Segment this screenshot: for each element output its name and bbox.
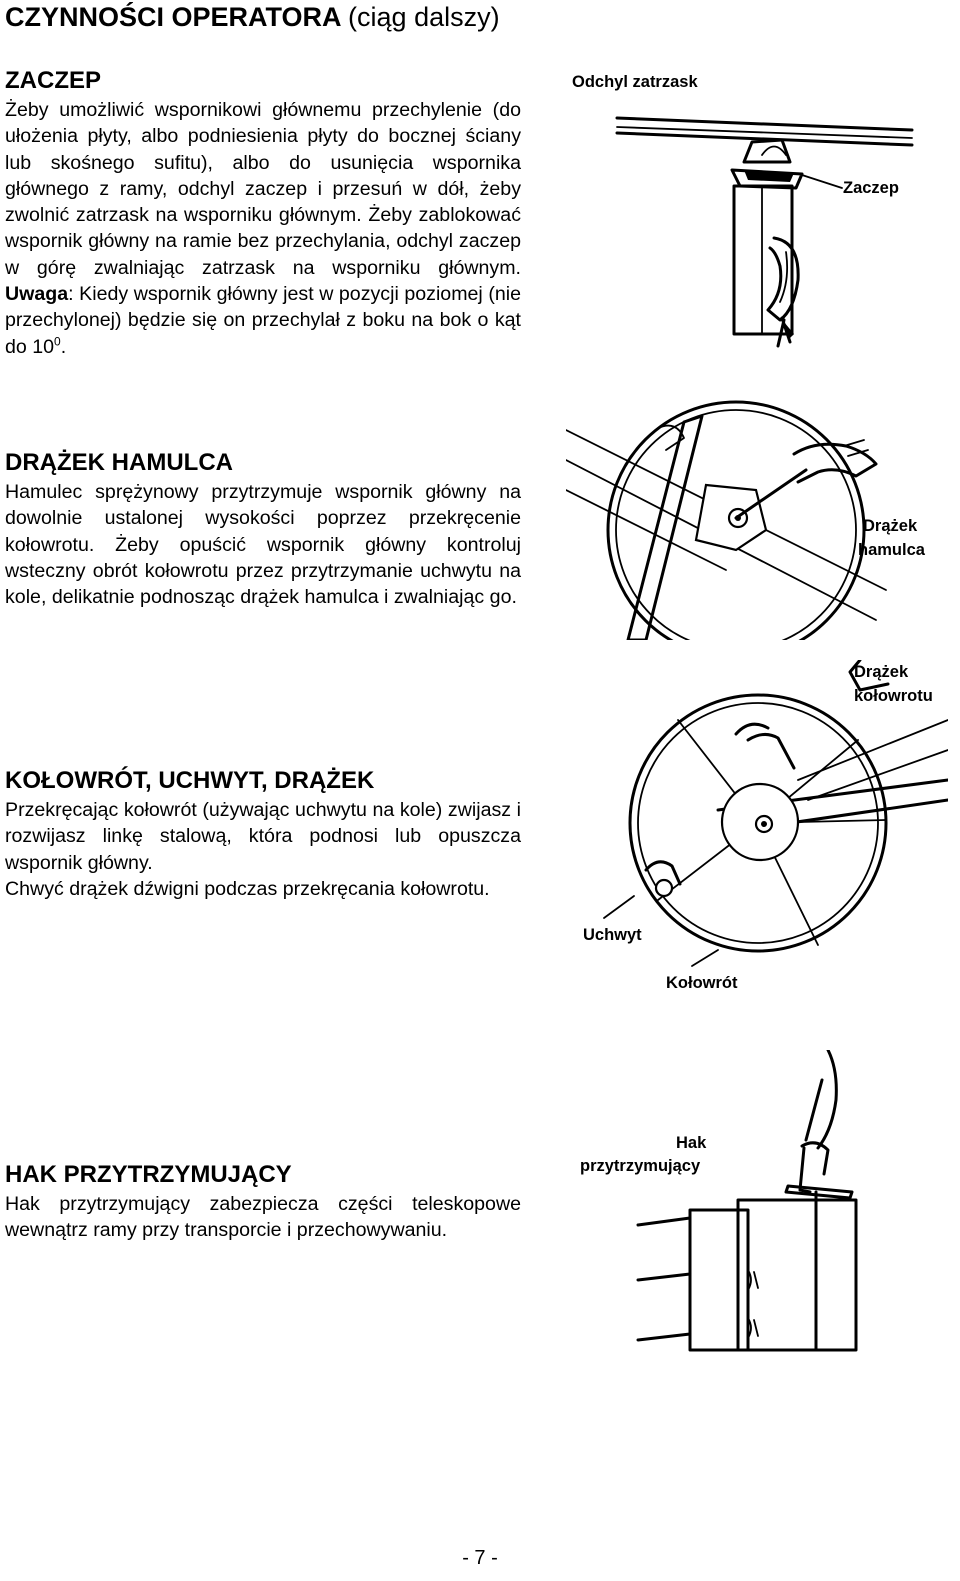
latch-illustration	[572, 70, 917, 350]
figure-zaczep	[572, 70, 917, 350]
figure-hamulec	[566, 390, 946, 640]
label-hook-line-1: Hak	[676, 1134, 707, 1152]
section-hak	[5, 1160, 521, 1244]
section-zaczep-note-text: : Kiedy wspornik główny jest w pozycji poziomej (nie przechylonej) będzie się on przechylał z boku na bok o kąt do 10	[5, 283, 521, 358]
section-zaczep	[5, 66, 521, 360]
label-hook-line-2: przytrzymujący	[580, 1157, 701, 1175]
winch-illustration	[568, 660, 948, 1000]
section-zaczep-paragraph	[5, 97, 521, 360]
section-zaczep-note-superscript: 0	[54, 334, 61, 349]
label-winch: Kołowrót	[666, 974, 738, 992]
section-zaczep-text: Żeby umożliwić wspornikowi głównemu przechylenie (do ułożenia płyty, albo podniesienia płyty do bocznej ściany lub skośnego sufitu), albo do usunięcia wspornika głównego z ramy, odchyl zaczep i przesuń w dół, żeby zwolnić zatrzask na wsporniku głównym. Żeby zablokować wspornik główny na ramie bez przechylania, odchyl zaczep w górę zwalniając zatrzask na wsporniku głównym.	[5, 99, 521, 279]
page-title-main: CZYNNOŚCI OPERATORA	[5, 2, 341, 32]
section-zaczep-note-label: Uwaga	[5, 283, 69, 306]
section-kolowrot-text-2: Chwyć drążek dźwigni podczas przekręcania kołowrotu.	[5, 877, 490, 900]
section-drazek-hamulca-text: Hamulec sprężynowy przytrzymuje wspornik główny na dowolnie ustalonej wysokości poprzez przekręcenie kołowrotu. Żeby opuścić wspornik główny kontroluj wsteczny obrót kołowrotu przez przytrzymanie uchwytu na kole, delikatnie podnosząc drążek hamulca i zwalniając go.	[5, 481, 521, 609]
section-hak-text: Hak przytrzymujący zabezpiecza części teleskopowe wewnątrz ramy przy transporcie i przechowywaniu.	[5, 1193, 521, 1242]
label-winch-lever-line-1: Drążek	[854, 663, 909, 681]
section-zaczep-note-end: .	[60, 335, 67, 358]
label-hitch: Zaczep	[843, 179, 899, 197]
figure-kolowrot	[568, 660, 948, 1000]
section-drazek-hamulca	[5, 448, 521, 610]
brake-lever-illustration	[566, 390, 946, 640]
section-kolowrot-heading: KOŁOWRÓT, UCHWYT, DRĄŻEK	[5, 767, 375, 794]
label-release-latch: Odchyl zatrzask	[572, 73, 698, 91]
section-zaczep-heading: ZACZEP	[5, 67, 101, 94]
label-winch-lever-line-2: kołowrotu	[854, 687, 933, 705]
section-kolowrot	[5, 766, 521, 902]
label-brake-lever-line-1: Drążek	[863, 517, 918, 535]
page-number: - 7 -	[462, 1547, 498, 1569]
page-title-continuation: (ciąg dalszy)	[348, 2, 500, 32]
section-drazek-hamulca-heading: DRĄŻEK HAMULCA	[5, 449, 233, 476]
label-brake-lever-line-2: hamulca	[858, 541, 925, 559]
label-handle: Uchwyt	[583, 926, 642, 944]
section-hak-heading: HAK PRZYTRZYMUJĄCY	[5, 1161, 292, 1188]
retaining-hook-illustration	[578, 1050, 878, 1360]
page-title	[5, 2, 500, 33]
section-kolowrot-text-1: Przekręcając kołowrót (używając uchwytu na kole) zwijasz i rozwijasz linkę stalową, która podnosi lub opuszcza wspornik główny.	[5, 799, 521, 874]
figure-hak	[578, 1050, 878, 1360]
